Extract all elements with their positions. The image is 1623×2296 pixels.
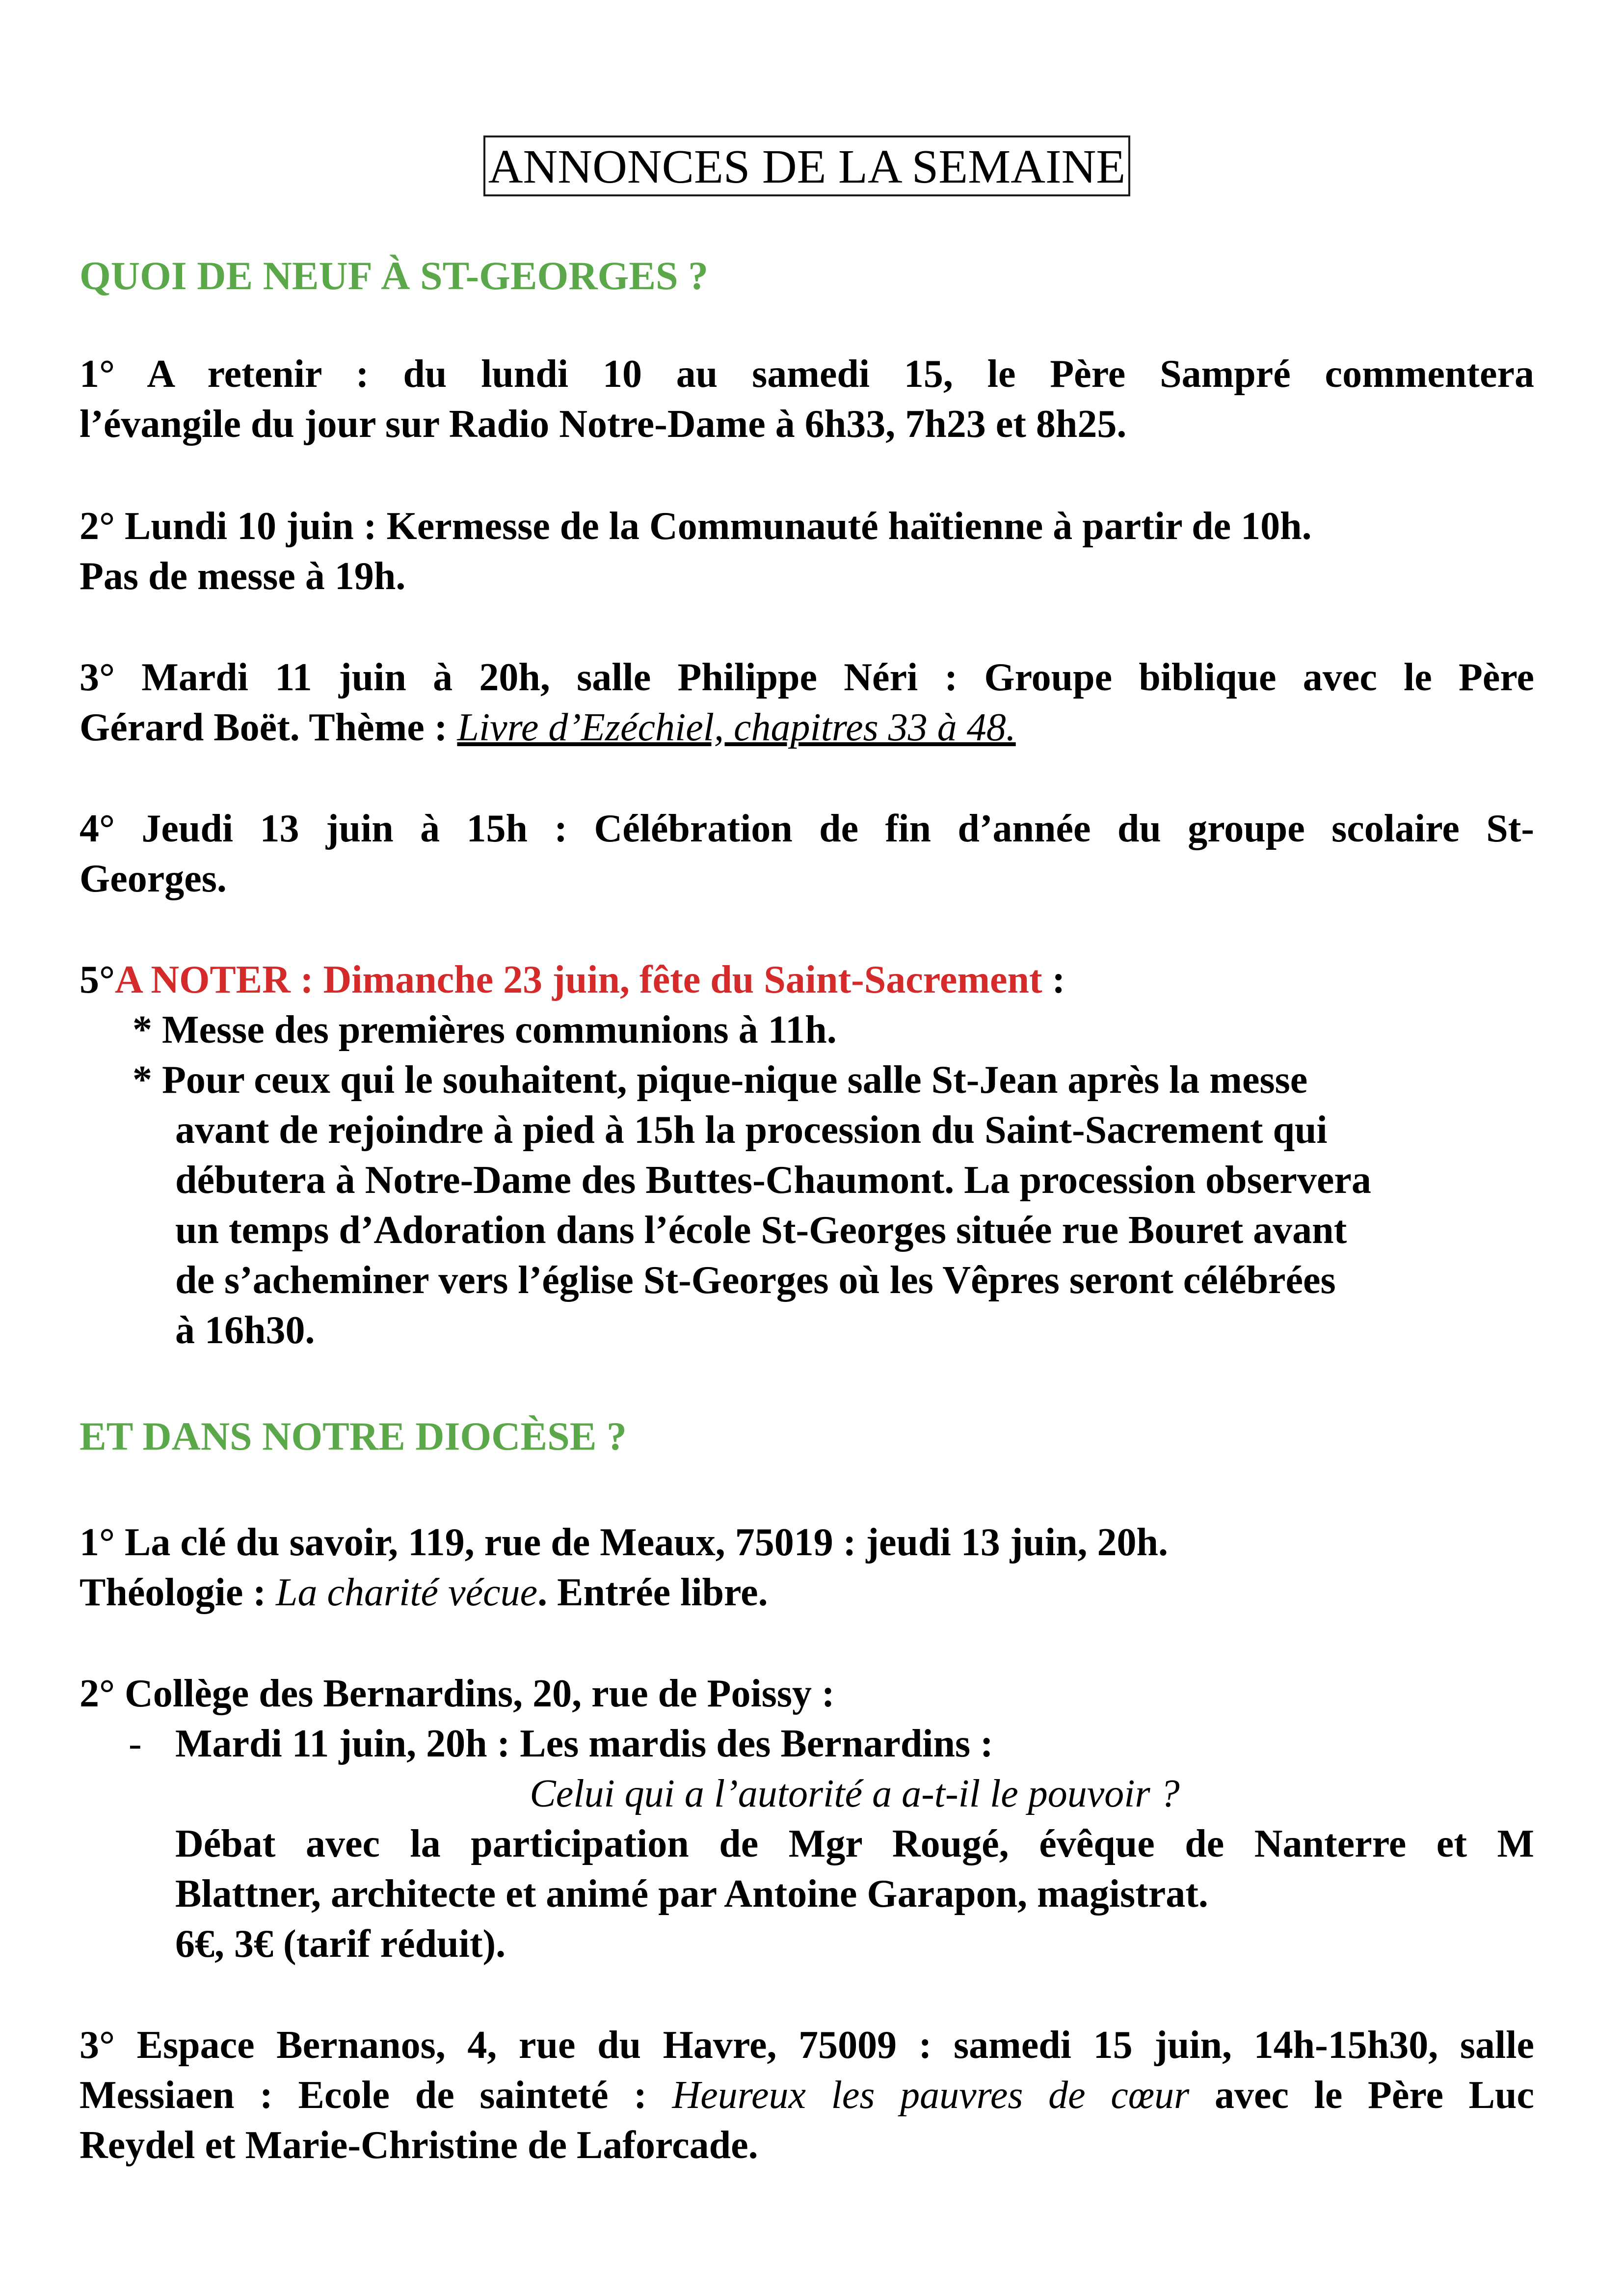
parish-item-4-line-2: Georges.: [80, 857, 227, 900]
diocese-item-1-line-2: [80, 1567, 1534, 1618]
parish-item-3-theme: Livre d’Ezéchiel, chapitres 33 à 48.: [457, 706, 1016, 749]
diocese-item-1-entry: . Entrée libre.: [537, 1571, 768, 1614]
parish-item-2-line-1: 2° Lundi 10 juin : Kermesse de la Communauté haïtienne à partir de 10h.: [80, 505, 1312, 548]
diocese-item-1-theology-label: Théologie :: [80, 1571, 276, 1614]
parish-item-5-colon: :: [1042, 958, 1065, 1001]
diocese-item-2-dash: -: [129, 1722, 142, 1765]
diocese-item-3-school-label: Messiaen : Ecole de sainteté :: [80, 2074, 672, 2117]
parish-item-1-line-2: l’évangile du jour sur Radio Notre-Dame à 6h33, 7h23 et 8h25.: [80, 403, 1127, 446]
diocese-item-2-line-1: 2° Collège des Bernardins, 20, rue de Poissy :: [80, 1672, 835, 1715]
parish-item-5-bullet-2-line-3: débutera à Notre-Dame des Buttes-Chaumont. La procession observera: [175, 1159, 1371, 1202]
parish-item-3-line-1: 3° Mardi 11 juin à 20h, salle Philippe Néri : Groupe biblique avec le Père: [80, 656, 1534, 699]
diocese-item-3-theme: Heureux les pauvres de cœur: [672, 2074, 1190, 2117]
parish-item-5-bullet-2-line-4: un temps d’Adoration dans l’école St-Georges située rue Bouret avant: [175, 1209, 1347, 1252]
parish-item-3-theme-label: Gérard Boët. Thème :: [80, 706, 457, 749]
diocese-item-2-price: 6€, 3€ (tarif réduit).: [175, 1922, 506, 1966]
parish-item-5-bullet-2-line-5: de s’acheminer vers l’église St-Georges où les Vêpres seront célébrées: [175, 1259, 1336, 1302]
parish-item-5-bullet-2-line-1: * Pour ceux qui le souhaitent, pique-nique salle St-Jean après la messe: [133, 1058, 1308, 1102]
diocese-item-1-line-1: 1° La clé du savoir, 119, rue de Meaux, 75019 : jeudi 13 juin, 20h.: [80, 1521, 1169, 1564]
parish-item-3-line-2: [80, 702, 1534, 753]
title-container: [80, 135, 1534, 196]
diocese-item-2-question: Celui qui a l’autorité a a-t-il le pouvoir ?: [530, 1772, 1180, 1815]
parish-item-5-bullet-2-line-6: à 16h30.: [175, 1309, 315, 1352]
diocese-item-2-sub-1-text: Mardi 11 juin, 20h : Les mardis des Bernardins :: [175, 1722, 993, 1765]
parish-item-5-heading: [80, 954, 1534, 1005]
parish-item-1-line-1: 1° A retenir : du lundi 10 au samedi 15, le Père Sampré commentera: [80, 352, 1534, 396]
diocese-item-2-debate-line-2: Blattner, architecte et animé par Antoine Garapon, magistrat.: [175, 1872, 1208, 1916]
parish-item-4-line-1: 4° Jeudi 13 juin à 15h : Célébration de fin d’année du groupe scolaire St-: [80, 807, 1534, 850]
diocese-item-3-line-2: [80, 2070, 1534, 2121]
parish-item-5-bullet-1: * Messe des premières communions à 11h.: [133, 1008, 837, 1052]
page-title: ANNONCES DE LA SEMAINE: [483, 135, 1131, 196]
parish-item-2-line-2: Pas de messe à 19h.: [80, 555, 406, 598]
parish-item-5-highlight: A NOTER : Dimanche 23 juin, fête du Saint-Sacrement: [115, 958, 1042, 1001]
parish-item-5-number: 5°: [80, 958, 115, 1001]
diocese-item-2-debate-line-1: Débat avec la participation de Mgr Rougé, évêque de Nanterre et M: [175, 1822, 1534, 1865]
parish-item-5-bullet-2-line-2: avant de rejoindre à pied à 15h la procession du Saint-Sacrement qui: [175, 1108, 1328, 1152]
diocese-item-3-line-3: Reydel et Marie-Christine de Laforcade.: [80, 2124, 758, 2167]
diocese-item-3-line-1: 3° Espace Bernanos, 4, rue du Havre, 75009 : samedi 15 juin, 14h-15h30, salle: [80, 2024, 1534, 2067]
diocese-item-3-with: avec le Père Luc: [1189, 2074, 1534, 2117]
diocese-section-heading: ET DANS NOTRE DIOCÈSE ?: [80, 1414, 627, 1459]
diocese-item-1-theme: La charité vécue: [275, 1571, 538, 1614]
parish-section-heading: QUOI DE NEUF À ST-GEORGES ?: [80, 253, 709, 298]
